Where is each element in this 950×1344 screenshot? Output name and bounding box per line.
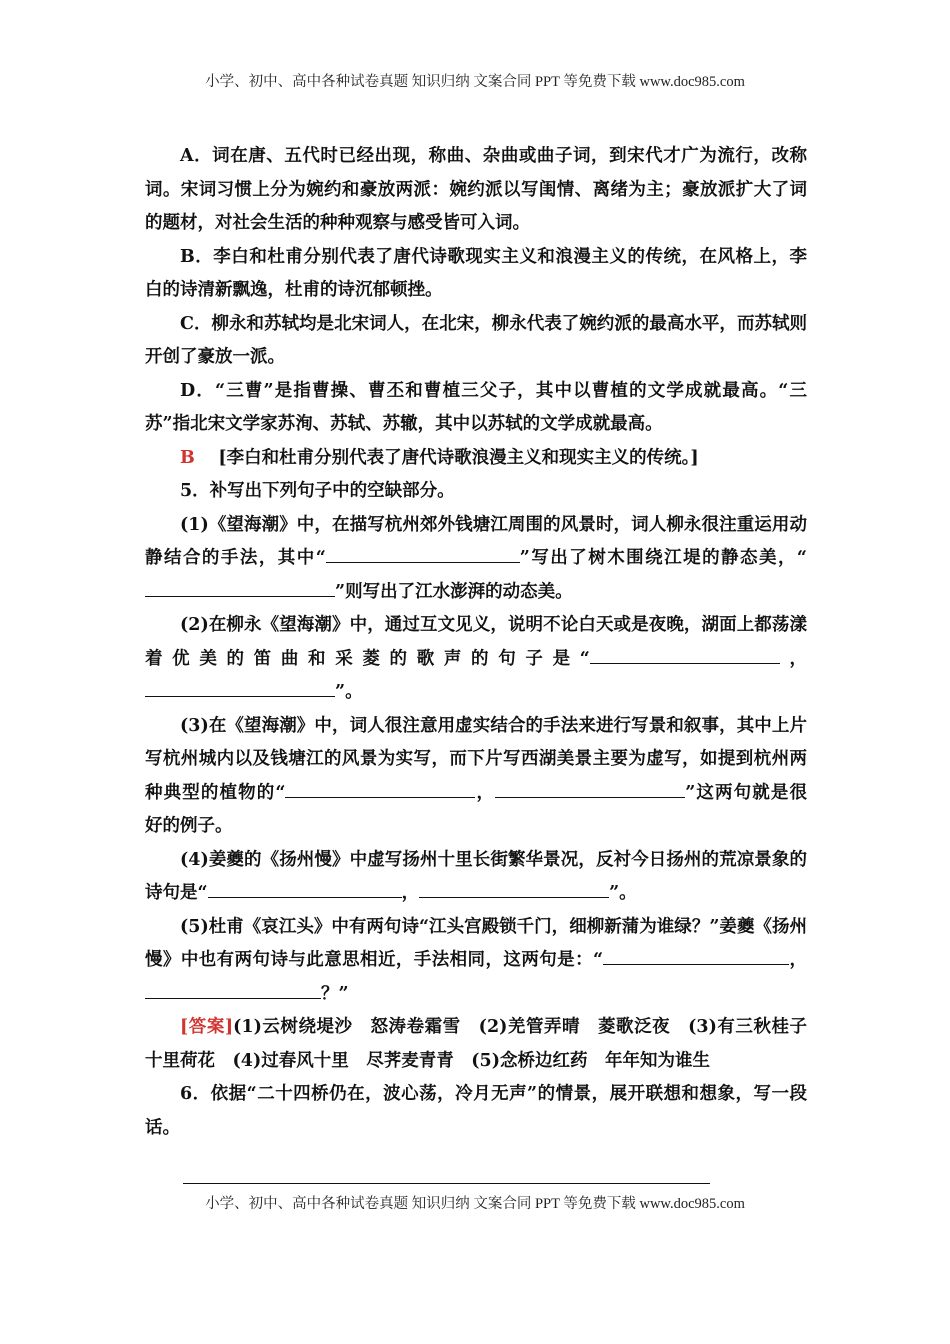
- q5-answer: [145, 1011, 825, 1078]
- blank[interactable]: [590, 644, 780, 663]
- q5-item-1: (1)《望海潮》中，在描写杭州郊外钱塘江周围的风景时，词人柳永很注重运用动静结合的手法，其中“ ”写出了树木围绕江堤的静态美，“”则写出了江水澎湃的动态美。: [145, 514, 807, 602]
- blank[interactable]: [326, 544, 520, 563]
- page-header: 小学、初中、高中各种试卷真题 知识归纳 文案合同 PPT 等免费下载 www.doc985.com: [205, 74, 745, 90]
- option-d: D．“三曹”是指曹操、曹丕和曹植三父子，其中以曹植的文学成就最高。“三苏”指北宋文学家苏洵、苏轼、苏辙，其中以苏轼的文学成就最高。: [145, 380, 807, 434]
- blank[interactable]: [495, 778, 685, 797]
- q4-answer: [145, 442, 807, 476]
- blank[interactable]: [145, 678, 335, 697]
- q5-item-2: (2)在柳永《望海潮》中，通过互文见义，说明不论白天或是夜晚，湖面上都荡漾着优美的笛曲和采菱的歌声的句子是“ ，”。: [145, 615, 807, 702]
- answer-label: [答案]: [180, 1017, 234, 1037]
- q5-item-5: (5)杜甫《哀江头》中有两句诗“江头宫殿锁千门，细柳新蒲为谁绿？”姜夔《扬州慢》中也有两句诗与此意思相近，手法相同，这两句是：“ ，？”: [145, 916, 807, 1004]
- blank[interactable]: [603, 946, 789, 965]
- answer-explanation: [李白和杜甫分别代表了唐代诗歌浪漫主义和现实主义的传统。]: [218, 447, 699, 468]
- answer-letter: B: [180, 447, 195, 468]
- blank[interactable]: [208, 879, 402, 898]
- q6-stem: 6．依据“二十四桥仍在，波心荡，冷月无声”的情景，展开联想和想象，写一段话。: [145, 1084, 807, 1138]
- blank[interactable]: [145, 979, 321, 998]
- page-footer: 小学、初中、高中各种试卷真题 知识归纳 文案合同 PPT 等免费下载 www.doc985.com: [205, 1196, 745, 1212]
- option-c: C．柳永和苏轼均是北宋词人，在北宋，柳永代表了婉约派的最高水平，而苏轼则开创了豪放一派。: [145, 313, 807, 367]
- footer-divider: [183, 1183, 710, 1184]
- q5-stem: 5．补写出下列句子中的空缺部分。: [180, 481, 455, 501]
- option-a: A．词在唐、五代时已经出现，称曲、杂曲或曲子词，到宋代才广为流行，改称词。宋词习惯上分为婉约和豪放两派：婉约派以写闺情、离绪为主；豪放派扩大了词的题材，对社会生活的种种观察与感受皆可入词。: [145, 146, 807, 233]
- q5-item-4: (4)姜夔的《扬州慢》中虚写扬州十里长街繁华景况，反衬今日扬州的荒凉景象的诗句是“ ， ”。: [145, 849, 807, 903]
- answer-text: (1)云树绕堤沙 怒涛卷霜雪 (2)羌管弄晴 菱歌泛夜 (3)有三秋桂子 十里荷花 (4)过春风十里 尽荠麦青青 (5)念桥边红药 年年知为谁生: [145, 1017, 825, 1071]
- blank[interactable]: [419, 879, 609, 898]
- question-content: [145, 140, 825, 1145]
- blank[interactable]: [285, 778, 475, 797]
- blank[interactable]: [145, 577, 335, 596]
- q5-item-3: (3)在《望海潮》中，词人很注意用虚实结合的手法来进行写景和叙事，其中上片写杭州城内以及钱塘江的风景为实写，而下片写西湖美景主要为虚写，如提到杭州两种典型的植物的“ ， ”这两句就是很好的例子。: [145, 715, 807, 836]
- option-b: B．李白和杜甫分别代表了唐代诗歌现实主义和浪漫主义的传统，在风格上，李白的诗清新飘逸，杜甫的诗沉郁顿挫。: [145, 246, 807, 300]
